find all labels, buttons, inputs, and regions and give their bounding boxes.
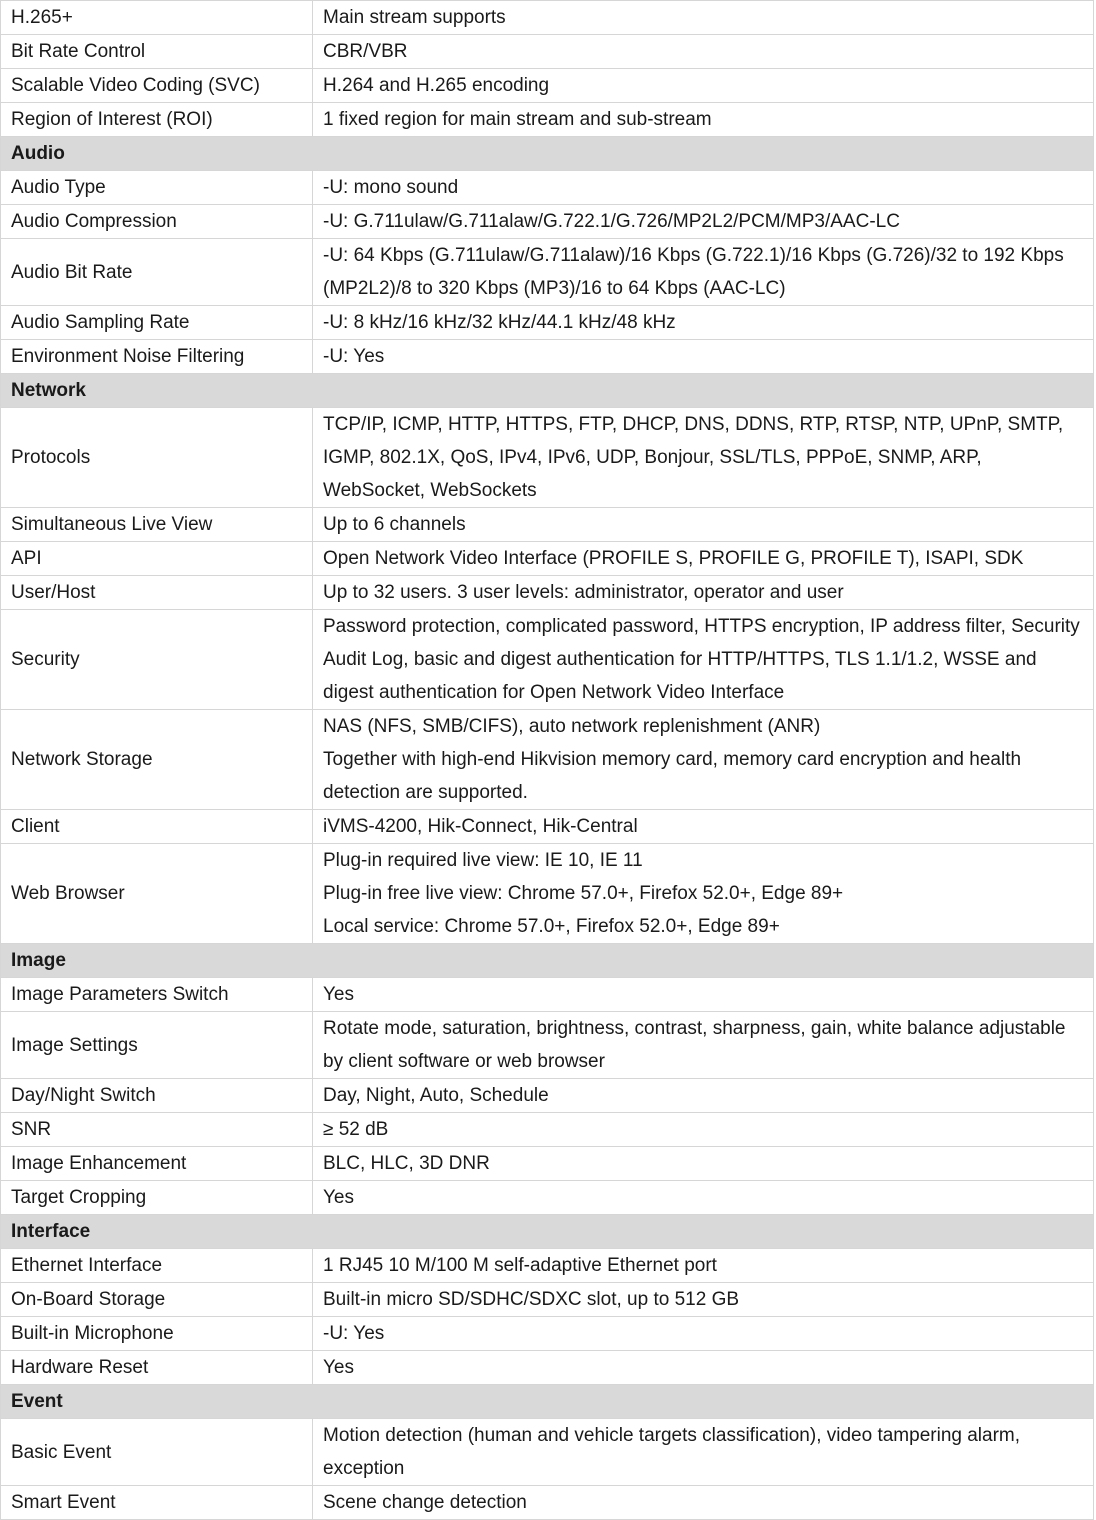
spec-value-line: iVMS-4200, Hik-Connect, Hik-Central <box>323 816 638 837</box>
spec-value <box>313 1317 1094 1351</box>
spec-value-line: -U: G.711ulaw/G.711alaw/G.722.1/G.726/MP2L2/PCM/MP3/AAC-LC <box>323 211 900 232</box>
spec-value <box>313 610 1094 710</box>
table-row <box>1 35 1094 69</box>
table-row <box>1 1012 1094 1079</box>
spec-key: Bit Rate Control <box>1 35 313 69</box>
spec-key: Environment Noise Filtering <box>1 340 313 374</box>
table-row <box>1 239 1094 306</box>
spec-key: Security <box>1 610 313 710</box>
spec-key: Ethernet Interface <box>1 1249 313 1283</box>
spec-key: Region of Interest (ROI) <box>1 103 313 137</box>
spec-value-line: H.264 and H.265 encoding <box>323 75 550 96</box>
table-row <box>1 340 1094 374</box>
spec-value-line: Yes <box>323 984 354 1005</box>
table-row <box>1 205 1094 239</box>
table-row <box>1 542 1094 576</box>
spec-key: Web Browser <box>1 844 313 944</box>
spec-key: Audio Bit Rate <box>1 239 313 306</box>
spec-key: Day/Night Switch <box>1 1079 313 1113</box>
spec-key: Scalable Video Coding (SVC) <box>1 69 313 103</box>
spec-value-line: Together with high-end Hikvision memory card, memory card encryption and health detection are supported. <box>323 749 1022 803</box>
spec-key: Image Parameters Switch <box>1 978 313 1012</box>
spec-value <box>313 542 1094 576</box>
section-title: Network <box>1 374 1094 408</box>
spec-value <box>313 1419 1094 1486</box>
spec-key: Client <box>1 810 313 844</box>
spec-value <box>313 340 1094 374</box>
spec-key: Hardware Reset <box>1 1351 313 1385</box>
spec-value-line: Rotate mode, saturation, brightness, contrast, sharpness, gain, white balance adjustable by client software or web browser <box>323 1018 1066 1072</box>
spec-key: Audio Type <box>1 171 313 205</box>
table-row <box>1 1249 1094 1283</box>
section-title: Interface <box>1 1215 1094 1249</box>
table-row <box>1 306 1094 340</box>
spec-value-line: 1 RJ45 10 M/100 M self-adaptive Ethernet port <box>323 1255 717 1276</box>
table-row <box>1 576 1094 610</box>
spec-value-line: Day, Night, Auto, Schedule <box>323 1085 549 1106</box>
spec-value-line: Up to 32 users. 3 user levels: administrator, operator and user <box>323 582 844 603</box>
section-header <box>1 137 1094 171</box>
spec-value-line: TCP/IP, ICMP, HTTP, HTTPS, FTP, DHCP, DNS, DDNS, RTP, RTSP, NTP, UPnP, SMTP, IGMP, 802.1X, QoS, IPv4, IPv6, UDP, Bonjour, SSL/TLS, PPPoE, SNMP, ARP, WebSocket, WebSockets <box>323 414 1064 501</box>
spec-value-line: -U: 8 kHz/16 kHz/32 kHz/44.1 kHz/48 kHz <box>323 312 676 333</box>
spec-value-line: Built-in micro SD/SDHC/SDXC slot, up to 512 GB <box>323 1289 740 1310</box>
spec-value <box>313 978 1094 1012</box>
section-title: Audio <box>1 137 1094 171</box>
spec-value-line: NAS (NFS, SMB/CIFS), auto network replenishment (ANR) <box>323 716 821 737</box>
table-row <box>1 103 1094 137</box>
spec-key: Image Enhancement <box>1 1147 313 1181</box>
spec-key: Network Storage <box>1 710 313 810</box>
spec-value-line: Yes <box>323 1187 354 1208</box>
table-row <box>1 1486 1094 1520</box>
spec-key: Simultaneous Live View <box>1 508 313 542</box>
section-title: Event <box>1 1385 1094 1419</box>
spec-value-line: Main stream supports <box>323 7 506 28</box>
spec-value-line: -U: 64 Kbps (G.711ulaw/G.711alaw)/16 Kbps (G.722.1)/16 Kbps (G.726)/32 to 192 Kbps (MP2L2)/8 to 320 Kbps (MP3)/16 to 64 Kbps (AAC-LC) <box>323 245 1064 299</box>
spec-value <box>313 1249 1094 1283</box>
spec-value <box>313 1 1094 35</box>
spec-value <box>313 710 1094 810</box>
table-row <box>1 844 1094 944</box>
table-row <box>1 710 1094 810</box>
section-header <box>1 374 1094 408</box>
spec-key: Audio Compression <box>1 205 313 239</box>
spec-value <box>313 1351 1094 1385</box>
spec-value <box>313 171 1094 205</box>
spec-key: Audio Sampling Rate <box>1 306 313 340</box>
spec-value-line: Plug-in required live view: IE 10, IE 11 <box>323 850 643 871</box>
spec-value <box>313 1113 1094 1147</box>
spec-key: On-Board Storage <box>1 1283 313 1317</box>
spec-value <box>313 1147 1094 1181</box>
spec-value-line: ≥ 52 dB <box>323 1119 389 1140</box>
table-row <box>1 610 1094 710</box>
table-row <box>1 1419 1094 1486</box>
table-row <box>1 1147 1094 1181</box>
spec-value-line: Scene change detection <box>323 1492 527 1513</box>
spec-value <box>313 306 1094 340</box>
spec-value-line: Open Network Video Interface (PROFILE S, PROFILE G, PROFILE T), ISAPI, SDK <box>323 548 1024 569</box>
spec-key: H.265+ <box>1 1 313 35</box>
spec-value <box>313 1012 1094 1079</box>
spec-value <box>313 205 1094 239</box>
spec-value-line: BLC, HLC, 3D DNR <box>323 1153 490 1174</box>
spec-key: Smart Event <box>1 1486 313 1520</box>
table-row <box>1 810 1094 844</box>
table-row <box>1 408 1094 508</box>
spec-value <box>313 1283 1094 1317</box>
spec-value <box>313 1181 1094 1215</box>
spec-value-line: Up to 6 channels <box>323 514 466 535</box>
spec-key: Target Cropping <box>1 1181 313 1215</box>
table-row <box>1 171 1094 205</box>
spec-key: User/Host <box>1 576 313 610</box>
table-row <box>1 1351 1094 1385</box>
spec-value <box>313 1486 1094 1520</box>
spec-value <box>313 239 1094 306</box>
spec-value-line: Plug-in free live view: Chrome 57.0+, Firefox 52.0+, Edge 89+ <box>323 883 844 904</box>
spec-value-line: 1 fixed region for main stream and sub-stream <box>323 109 712 130</box>
spec-value-line: Local service: Chrome 57.0+, Firefox 52.0+, Edge 89+ <box>323 916 780 937</box>
table-row <box>1 1181 1094 1215</box>
section-header <box>1 1385 1094 1419</box>
spec-value <box>313 69 1094 103</box>
spec-key: Protocols <box>1 408 313 508</box>
section-title: Image <box>1 944 1094 978</box>
spec-value-line: Yes <box>323 1357 354 1378</box>
table-row <box>1 1113 1094 1147</box>
spec-value-line: CBR/VBR <box>323 41 408 62</box>
spec-key: API <box>1 542 313 576</box>
spec-value <box>313 1079 1094 1113</box>
spec-key: SNR <box>1 1113 313 1147</box>
spec-value <box>313 844 1094 944</box>
spec-value <box>313 35 1094 69</box>
table-row <box>1 1079 1094 1113</box>
spec-value <box>313 810 1094 844</box>
table-row <box>1 1317 1094 1351</box>
spec-table-body <box>1 1 1094 1520</box>
spec-value <box>313 103 1094 137</box>
spec-key: Basic Event <box>1 1419 313 1486</box>
spec-value <box>313 408 1094 508</box>
spec-key: Image Settings <box>1 1012 313 1079</box>
spec-value-line: -U: mono sound <box>323 177 459 198</box>
table-row <box>1 69 1094 103</box>
spec-value-line: Motion detection (human and vehicle targets classification), video tampering alarm, exception <box>323 1425 1021 1479</box>
spec-value <box>313 508 1094 542</box>
table-row <box>1 508 1094 542</box>
section-header <box>1 1215 1094 1249</box>
spec-value <box>313 576 1094 610</box>
table-row <box>1 978 1094 1012</box>
spec-value-line: -U: Yes <box>323 346 385 367</box>
table-row <box>1 1 1094 35</box>
spec-value-line: -U: Yes <box>323 1323 385 1344</box>
section-header <box>1 944 1094 978</box>
table-row <box>1 1283 1094 1317</box>
spec-key: Built-in Microphone <box>1 1317 313 1351</box>
spec-value-line: Password protection, complicated password, HTTPS encryption, IP address filter, Security Audit Log, basic and digest authentication for HTTP/HTTPS, TLS 1.1/1.2, WSSE and digest authentication for Open Network Video Interface <box>323 616 1080 703</box>
